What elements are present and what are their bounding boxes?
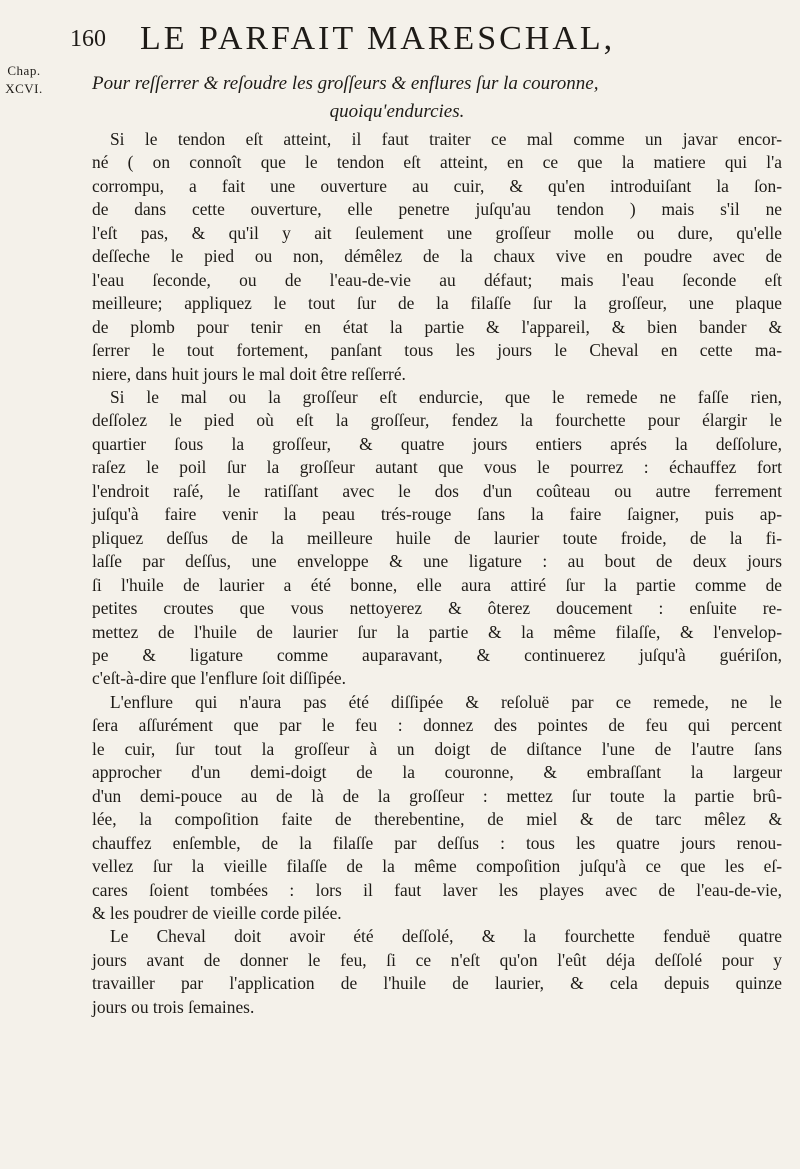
text-line: l'endroit raſé, le ratiſſant avec le dos d'un coûteau ou autre ferrement bbox=[92, 480, 782, 501]
section-title-line: Pour reſſerrer & reſoudre les groſſeurs & enflures ſur la couronne, bbox=[92, 73, 599, 94]
body-text bbox=[92, 128, 782, 1019]
paragraph bbox=[92, 925, 782, 1019]
text-line: juſqu'à faire venir la peau trés-rouge ſans la faire ſaigner, puis ap- bbox=[92, 504, 782, 525]
text-line: approcher d'un demi-doigt de la couronne, & embraſſant la largeur bbox=[92, 762, 782, 783]
text-line: pliquez deſſus de la meilleure huile de laurier toute froide, de la fi- bbox=[92, 527, 782, 548]
text-line: petites croutes que vous nettoyerez & ôterez doucement : enſuite re- bbox=[92, 598, 782, 619]
section-title-line: quoiqu'endurcies. bbox=[329, 101, 465, 122]
text-line: Le Cheval doit avoir été deſſolé, & la fourchette fenduë quatre bbox=[110, 926, 782, 947]
text-line: l'eſt pas, & qu'il y ait ſeulement une groſſeur molle ou dure, qu'elle bbox=[92, 222, 782, 243]
text-line: le cuir, ſur tout la groſſeur à un doigt de diſtance l'une de l'autre ſans bbox=[92, 738, 782, 759]
chapter-margin-note bbox=[4, 62, 44, 98]
paragraph bbox=[92, 386, 782, 691]
text-line: c'eſt-à-dire que l'enflure ſoit diſſipée. bbox=[92, 668, 346, 689]
margin-note-line: Chap. bbox=[7, 63, 41, 78]
text-line: & les poudrer de vieille corde pilée. bbox=[92, 902, 342, 923]
page-number: 160 bbox=[70, 26, 106, 52]
running-title: LE PARFAIT MARESCHAL, bbox=[140, 20, 616, 57]
text-line: cares ſoient tombées : lors il faut laver les playes avec de l'eau-de-vie, bbox=[92, 879, 782, 900]
text-line: de dans cette ouverture, elle penetre juſqu'au tendon ) mais s'il ne bbox=[92, 199, 782, 220]
text-line: laſſe par deſſus, une enveloppe & une ligature : au bout de deux jours bbox=[92, 551, 782, 572]
text-line: niere, dans huit jours le mal doit être reſſerré. bbox=[92, 363, 406, 384]
text-line: deſſeche le pied ou non, démêlez de la chaux vive en poudre avec de bbox=[92, 246, 782, 267]
text-line: d'un demi-pouce au de là de la groſſeur : mettez ſur toute la partie brû- bbox=[92, 785, 782, 806]
text-line: ſi l'huile de laurier a été bonne, elle aura attiré ſur la partie comme de bbox=[92, 574, 782, 595]
text-line: mettez de l'huile de laurier ſur la partie & la même filaſſe, & l'envelop- bbox=[92, 621, 782, 642]
text-line: pe & ligature comme auparavant, & continuerez juſqu'à guériſon, bbox=[92, 644, 782, 665]
text-line: Si le mal ou la groſſeur eſt endurcie, que le remede ne faſſe rien, bbox=[110, 386, 782, 407]
text-line: l'eau ſeconde, ou de l'eau-de-vie au défaut; mais l'eau ſeconde eſt bbox=[92, 269, 782, 290]
text-line: corrompu, a fait une ouverture au cuir, & qu'en introduiſant la ſon- bbox=[92, 175, 782, 196]
text-line: deſſolez le pied où eſt la groſſeur, fendez la fourchette pour élargir le bbox=[92, 410, 782, 431]
text-line: quartier ſous la groſſeur, & quatre jours entiers aprés la deſſolure, bbox=[92, 433, 782, 454]
section-title bbox=[92, 70, 782, 126]
text-line: raſez le poil ſur la groſſeur autant que vous le pourrez : échauffez fort bbox=[92, 457, 782, 478]
text-line: jours avant de donner le feu, ſi ce n'eſt qu'on l'eût déja deſſolé pour y bbox=[92, 949, 782, 970]
page-header bbox=[70, 14, 760, 57]
text-line: de plomb pour tenir en état la partie & l'appareil, & bien bander & bbox=[92, 316, 782, 337]
paragraph bbox=[92, 691, 782, 926]
text-line: vellez ſur la vieille filaſſe de la même compoſition juſqu'à ce que les eſ- bbox=[92, 856, 782, 877]
text-line: chauffez enſemble, de la filaſſe par deſſus : tous les quatre jours renou- bbox=[92, 832, 782, 853]
text-line: jours ou trois ſemaines. bbox=[92, 996, 255, 1017]
text-line: né ( on connoît que le tendon eſt atteint, en ce que la matiere qui l'a bbox=[92, 152, 782, 173]
text-line: Si le tendon eſt atteint, il faut traiter ce mal comme un javar encor- bbox=[110, 129, 782, 149]
margin-note-line: XCVI. bbox=[5, 81, 43, 96]
text-line: travailler par l'application de l'huile de laurier, & cela depuis quinze bbox=[92, 973, 782, 994]
text-line: ſerrer le tout fortement, panſant tous les jours le Cheval en cette ma- bbox=[92, 340, 782, 361]
text-line: lée, la compoſition faite de therebentine, de miel & de tarc mêlez & bbox=[92, 809, 782, 830]
text-line: ſera aſſurément que par le feu : donnez des pointes de feu qui percent bbox=[92, 715, 782, 736]
text-line: L'enflure qui n'aura pas été diſſipée & reſoluë par ce remede, ne le bbox=[110, 691, 782, 712]
text-line: meilleure; appliquez le tout ſur de la filaſſe ſur la groſſeur, une plaque bbox=[92, 293, 782, 314]
paragraph bbox=[92, 128, 782, 386]
